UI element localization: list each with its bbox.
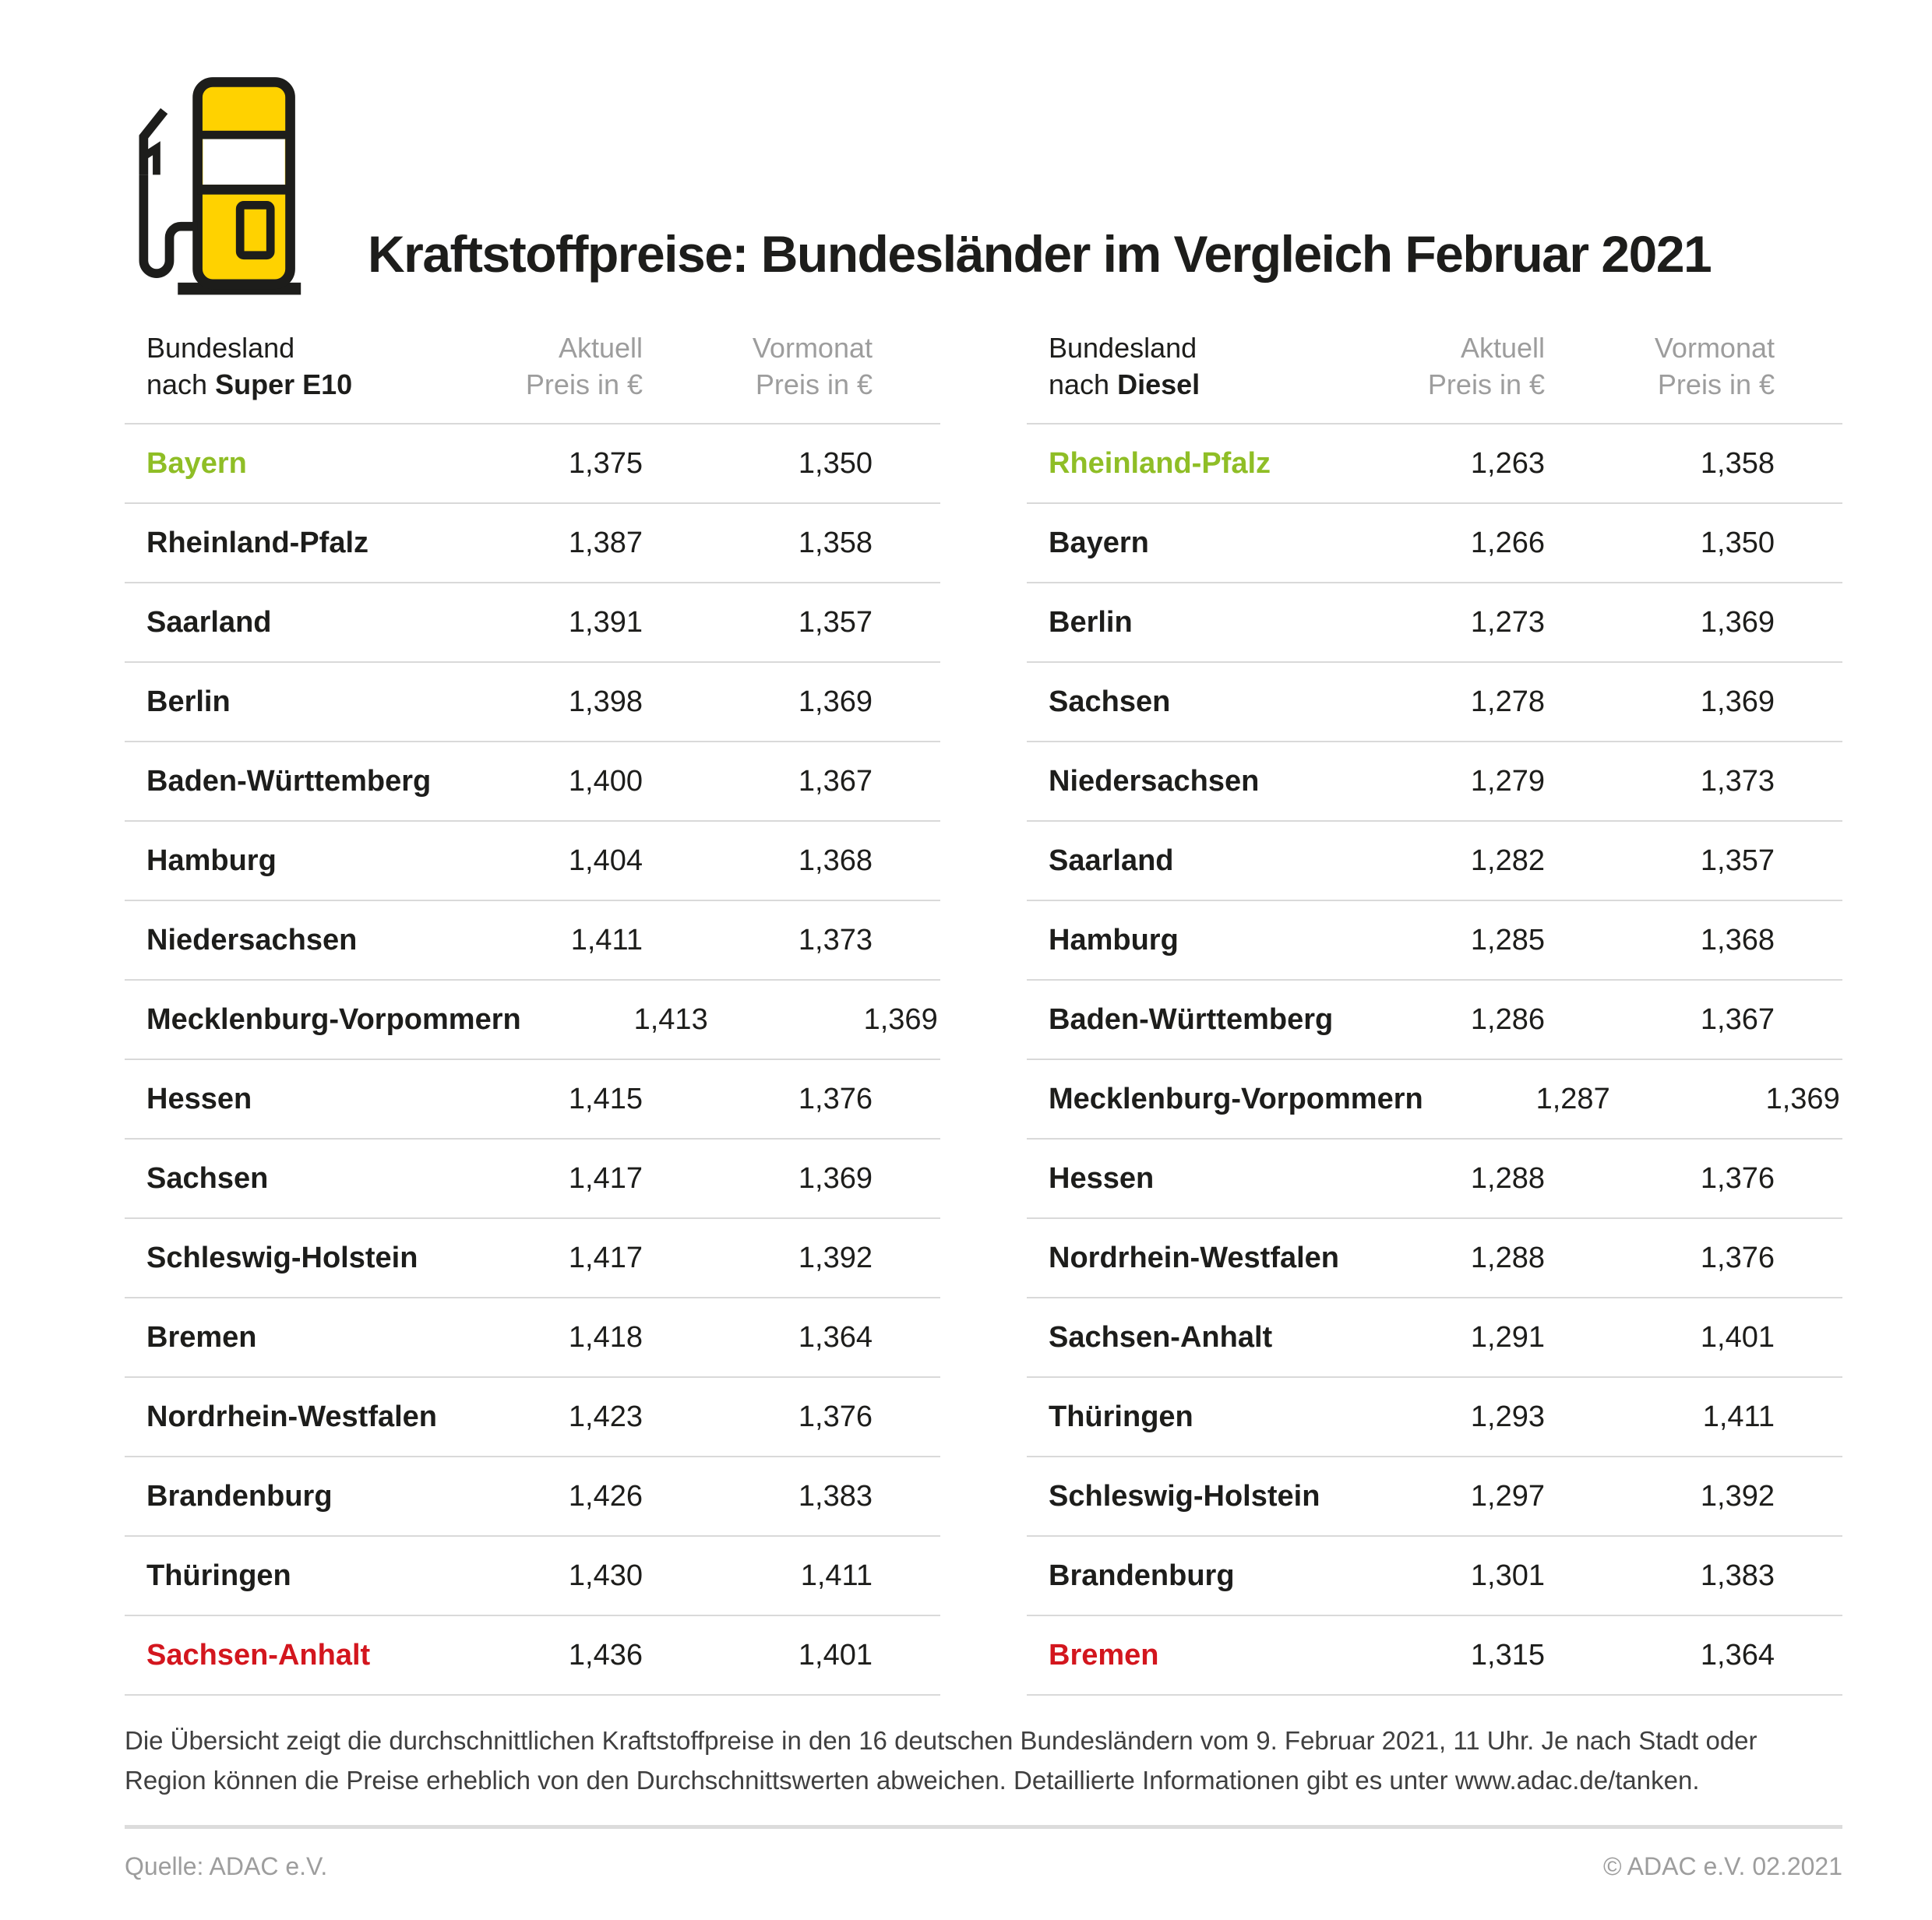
aktuell-value: 1,286 [1470,1002,1545,1036]
fuel-pump-icon [125,74,307,298]
vormonat-value: 1,369 [1765,1082,1840,1115]
vormonat-value: 1,369 [1700,685,1775,718]
table-body [1027,423,1842,1696]
bundesland-name: Mecklenburg-Vorpommern [1049,1082,1423,1115]
vormonat-value: 1,369 [798,685,873,718]
column-header-vormonat: Vormonat Preis in € [752,332,873,400]
table-row [1027,820,1842,900]
table-row [125,1456,940,1535]
table-row [125,979,940,1059]
bundesland-name: Saarland [1049,844,1174,877]
aktuell-value: 1,375 [568,446,643,480]
aktuell-value: 1,417 [568,1241,643,1274]
bundesland-name: Brandenburg [146,1479,333,1513]
table-row [1027,502,1842,582]
table-diesel [1027,329,1842,1696]
vormonat-value: 1,411 [1702,1400,1775,1433]
table-row [1027,1376,1842,1456]
table-row [1027,741,1842,820]
bundesland-name: Brandenburg [1049,1559,1235,1592]
aktuell-value: 1,436 [568,1638,643,1672]
bundesland-name: Thüringen [146,1559,291,1592]
aktuell-value: 1,315 [1470,1638,1545,1672]
fuel-type-label: Super E10 [215,368,353,400]
aktuell-value: 1,293 [1470,1400,1545,1433]
bundesland-name: Schleswig-Holstein [146,1241,418,1274]
aktuell-value: 1,278 [1470,685,1545,718]
vormonat-value: 1,401 [798,1638,873,1672]
vormonat-value: 1,376 [798,1082,873,1115]
vormonat-value: 1,383 [1700,1559,1775,1592]
vormonat-value: 1,373 [1700,764,1775,798]
aktuell-value: 1,288 [1470,1241,1545,1274]
footnote-text: Die Übersicht zeigt die durchschnittlichen Kraftstoffpreise in den 16 deutschen Bundesländern vom 9. Februar 2021, 11 Uhr. Je nach Stadt oder Region können die Preise erheblich von den Durchschnittswerten abweichen. Detaillierte Informationen gibt es unter www.adac.de/tanken. [125,1726,1757,1795]
bundesland-name: Hamburg [146,844,277,877]
vormonat-value: 1,401 [1700,1320,1775,1354]
aktuell-value: 1,287 [1535,1082,1610,1115]
table-header [1027,329,1842,423]
table-row [1027,423,1842,502]
aktuell-value: 1,411 [570,923,643,956]
vormonat-value: 1,392 [798,1241,873,1274]
bundesland-name: Niedersachsen [1049,764,1260,798]
bundesland-name: Sachsen-Anhalt [1049,1320,1273,1354]
aktuell-value: 1,279 [1470,764,1545,798]
column-header-aktuell: Aktuell Preis in € [525,332,643,400]
masthead [125,74,1842,298]
vormonat-value: 1,358 [1700,446,1775,480]
bundesland-name: Sachsen [1049,685,1171,718]
vormonat-value: 1,350 [1700,526,1775,559]
vormonat-value: 1,411 [800,1559,873,1592]
aktuell-value: 1,288 [1470,1161,1545,1195]
bundesland-name: Bayern [1049,526,1149,559]
bundesland-name: Hamburg [1049,923,1179,956]
table-body [125,423,940,1696]
aktuell-value: 1,291 [1470,1320,1545,1354]
bottom-bar [125,1825,1842,1881]
aktuell-value: 1,282 [1470,844,1545,877]
table-row [125,1217,940,1297]
column-header-bundesland: Bundesland nach Diesel [1049,332,1200,400]
table-row [1027,582,1842,661]
vormonat-value: 1,376 [1700,1161,1775,1195]
aktuell-value: 1,391 [568,605,643,639]
aktuell-value: 1,387 [568,526,643,559]
table-row [1027,900,1842,979]
aktuell-value: 1,430 [568,1559,643,1592]
bundesland-name: Sachsen [146,1161,269,1195]
vormonat-value: 1,392 [1700,1479,1775,1513]
pump-display [240,205,270,255]
table-row [125,1376,940,1456]
page-title: Kraftstoffpreise: Bundesländer im Vergleich Februar 2021 [368,224,1712,283]
table-row [125,661,940,741]
bundesland-name: Bayern [146,446,247,480]
table-row [125,900,940,979]
table-row [125,1059,940,1138]
aktuell-value: 1,297 [1470,1479,1545,1513]
bundesland-name: Mecklenburg-Vorpommern [146,1002,521,1036]
vormonat-value: 1,376 [1700,1241,1775,1274]
vormonat-value: 1,368 [798,844,873,877]
aktuell-value: 1,398 [568,685,643,718]
bundesland-name: Saarland [146,605,272,639]
bundesland-name: Schleswig-Holstein [1049,1479,1320,1513]
table-super-e10 [125,329,940,1696]
table-header [125,329,940,423]
aktuell-value: 1,273 [1470,605,1545,639]
table-row [1027,1297,1842,1376]
aktuell-value: 1,263 [1470,446,1545,480]
table-row [125,582,940,661]
table-row [1027,1456,1842,1535]
vormonat-value: 1,358 [798,526,873,559]
table-row [125,741,940,820]
vormonat-value: 1,383 [798,1479,873,1513]
bundesland-name: Bremen [1049,1638,1159,1672]
column-header-bundesland: Bundesland nach Super E10 [146,332,353,400]
tables-area [125,329,1842,1696]
source-label: Quelle: ADAC e.V. [125,1852,328,1880]
copyright-label: © ADAC e.V. 02.2021 [1602,1852,1842,1880]
bundesland-name: Sachsen-Anhalt [146,1638,371,1672]
pump-white-band [203,139,284,185]
aktuell-value: 1,404 [568,844,643,877]
vormonat-value: 1,364 [1700,1638,1775,1672]
table-row [125,1535,940,1615]
aktuell-value: 1,423 [568,1400,643,1433]
vormonat-value: 1,367 [798,764,873,798]
aktuell-value: 1,285 [1470,923,1545,956]
bundesland-name: Nordrhein-Westfalen [1049,1241,1340,1274]
vormonat-value: 1,364 [798,1320,873,1354]
table-row [1027,1059,1842,1138]
vormonat-value: 1,357 [798,605,873,639]
bundesland-name: Bremen [146,1320,257,1354]
vormonat-value: 1,369 [1700,605,1775,639]
table-row [1027,1217,1842,1297]
bundesland-name: Hessen [146,1082,252,1115]
aktuell-value: 1,413 [633,1002,708,1036]
bundesland-name: Berlin [146,685,231,718]
aktuell-value: 1,400 [568,764,643,798]
table-row [125,1138,940,1217]
bundesland-name: Nordrhein-Westfalen [146,1400,438,1433]
vormonat-value: 1,368 [1700,923,1775,956]
table-row [1027,979,1842,1059]
aktuell-value: 1,266 [1470,526,1545,559]
pump-hose [143,174,197,273]
table-row [1027,661,1842,741]
table-row [1027,1615,1842,1694]
bundesland-name: Niedersachsen [146,923,358,956]
bundesland-name: Hessen [1049,1161,1155,1195]
bundesland-name: Rheinland-Pfalz [146,526,369,559]
table-row [1027,1138,1842,1217]
vormonat-value: 1,367 [1700,1002,1775,1036]
column-header-aktuell: Aktuell Preis in € [1427,332,1545,400]
vormonat-value: 1,369 [798,1161,873,1195]
vormonat-value: 1,350 [798,446,873,480]
aktuell-value: 1,426 [568,1479,643,1513]
vormonat-value: 1,373 [798,923,873,956]
table-row [125,820,940,900]
aktuell-value: 1,417 [568,1161,643,1195]
vormonat-value: 1,357 [1700,844,1775,877]
vormonat-value: 1,376 [798,1400,873,1433]
table-row [125,423,940,502]
bundesland-name: Baden-Württemberg [146,764,432,798]
aktuell-value: 1,301 [1470,1559,1545,1592]
fuel-type-label: Diesel [1117,368,1200,400]
aktuell-value: 1,418 [568,1320,643,1354]
bundesland-name: Thüringen [1049,1400,1193,1433]
table-row [125,502,940,582]
bundesland-name: Rheinland-Pfalz [1049,446,1271,480]
vormonat-value: 1,369 [863,1002,938,1036]
bundesland-name: Baden-Württemberg [1049,1002,1334,1036]
table-row [125,1615,940,1694]
aktuell-value: 1,415 [568,1082,643,1115]
table-row [1027,1535,1842,1615]
table-row [125,1297,940,1376]
bundesland-name: Berlin [1049,605,1133,639]
column-header-vormonat: Vormonat Preis in € [1654,332,1775,400]
